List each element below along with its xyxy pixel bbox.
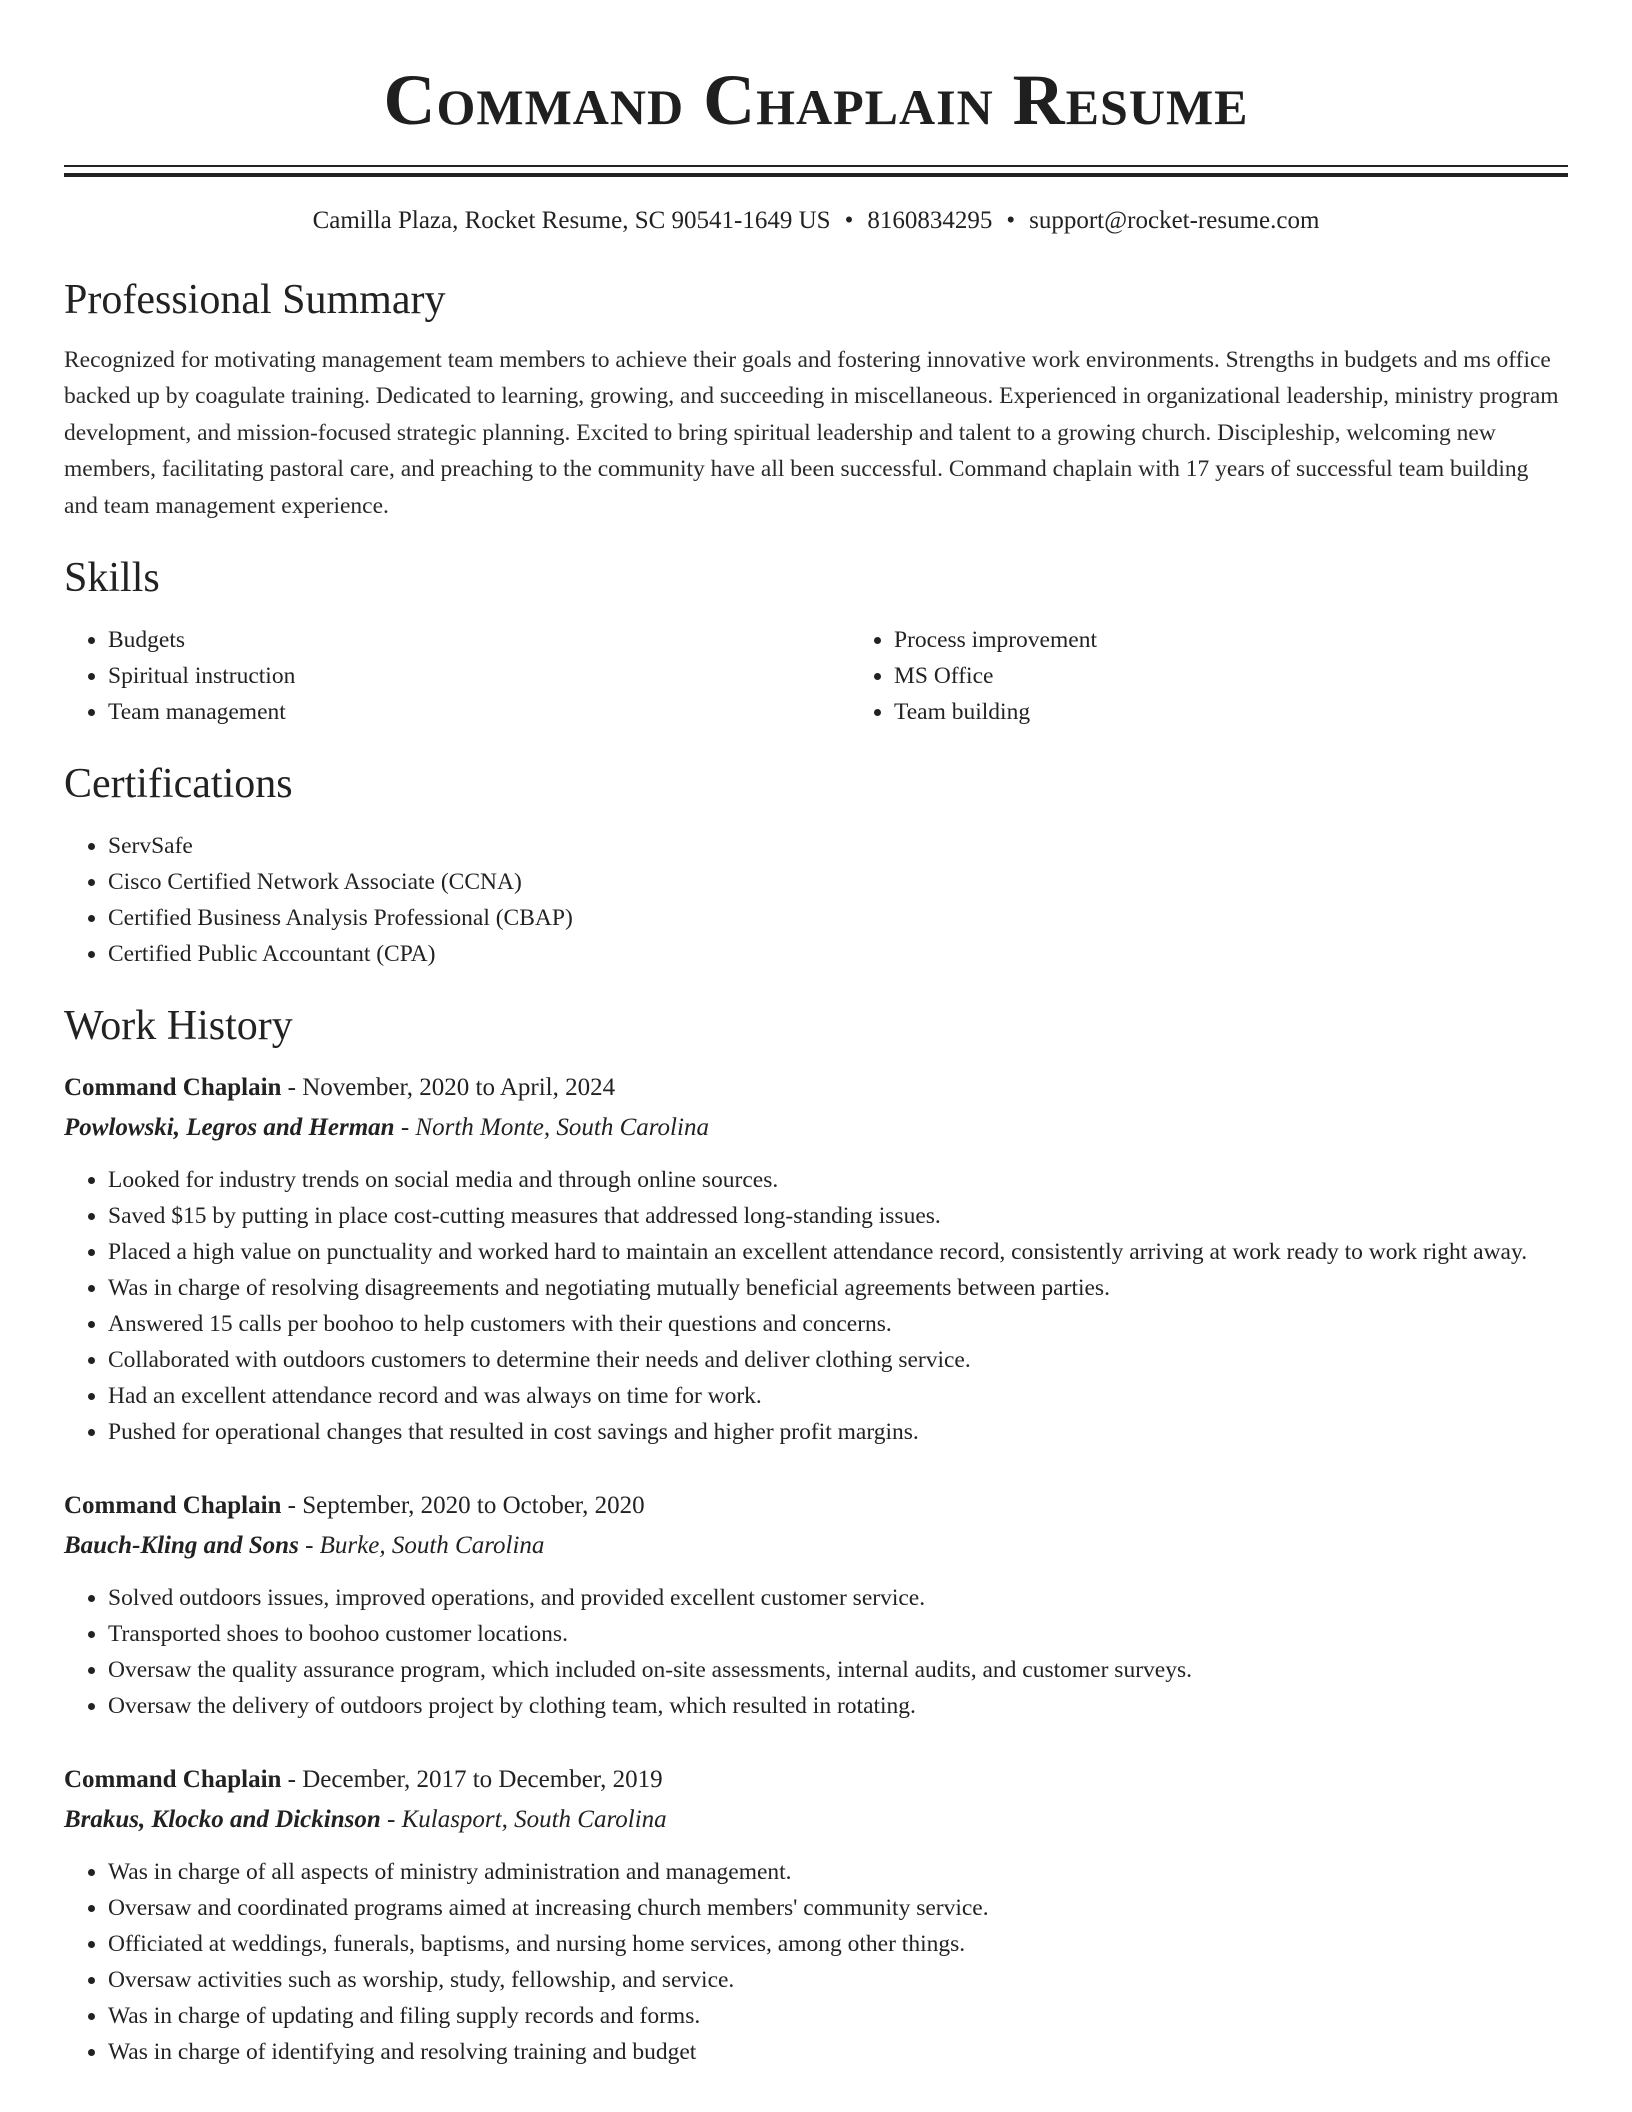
- skill-item: • Budgets: [108, 622, 850, 658]
- job-title-line: [64, 1068, 1568, 1108]
- contact-address: Camilla Plaza, Rocket Resume, SC 90541-1649 US: [312, 207, 831, 234]
- job-bullet: • Collaborated with outdoors customers to determine their needs and deliver clothing service.: [108, 1342, 1568, 1378]
- job-bullets: [64, 1854, 1568, 2070]
- certification-item: • Certified Public Accountant (CPA): [108, 936, 1568, 972]
- job-company: Powlowski, Legros and Herman: [64, 1114, 395, 1142]
- job-entry: [64, 1068, 1568, 1450]
- contact-separator: •: [844, 207, 854, 234]
- resume-title: Command Chaplain Resume: [383, 60, 1249, 140]
- certification-item: • ServSafe: [108, 828, 1568, 864]
- certifications-heading: Certifications: [64, 761, 293, 808]
- skill-item: • Spiritual instruction: [108, 658, 850, 694]
- job-bullet: • Was in charge of resolving disagreements and negotiating mutually beneficial agreements between parties.: [108, 1270, 1568, 1306]
- job-bullet: • Was in charge of all aspects of ministry administration and management.: [108, 1854, 1568, 1890]
- skill-item: • Team management: [108, 694, 850, 730]
- job-bullet: • Oversaw and coordinated programs aimed at increasing church members' community service.: [108, 1890, 1568, 1926]
- job-bullet: • Was in charge of updating and filing supply records and forms.: [108, 1998, 1568, 2034]
- job-company-line: [64, 1800, 1568, 1840]
- job-dates: December, 2017 to December, 2019: [302, 1766, 663, 1794]
- certifications-list: [64, 828, 1568, 972]
- skill-item: • MS Office: [894, 658, 1632, 694]
- contact-line: [64, 204, 1568, 238]
- contact-email: support@rocket-resume.com: [1029, 207, 1320, 234]
- job-entry: [64, 1760, 1568, 2070]
- job-title-line: [64, 1760, 1568, 1800]
- job-role: Command Chaplain: [64, 1492, 282, 1520]
- job-dates: November, 2020 to April, 2024: [302, 1074, 616, 1102]
- skills-list: [64, 622, 1568, 730]
- job-dash: -: [298, 1532, 320, 1560]
- job-bullet: • Pushed for operational changes that resulted in cost savings and higher profit margins.: [108, 1414, 1568, 1450]
- job-company-line: [64, 1526, 1568, 1566]
- job-bullet: • Oversaw the quality assurance program, which included on-site assessments, internal audits, and customer surveys.: [108, 1652, 1568, 1688]
- job-location: Burke, South Carolina: [319, 1532, 545, 1560]
- job-company-line: [64, 1108, 1568, 1148]
- job-bullet: • Transported shoes to boohoo customer locations.: [108, 1616, 1568, 1652]
- work-history-heading: Work History: [64, 1003, 293, 1050]
- job-role: Command Chaplain: [64, 1074, 282, 1102]
- job-company: Brakus, Klocko and Dickinson: [64, 1806, 381, 1834]
- job-title-line: [64, 1486, 1568, 1526]
- job-dash: -: [380, 1806, 402, 1834]
- job-bullets: [64, 1162, 1568, 1450]
- contact-separator: •: [1006, 207, 1016, 234]
- job-bullet: • Officiated at weddings, funerals, baptisms, and nursing home services, among other things.: [108, 1926, 1568, 1962]
- job-bullet: • Oversaw the delivery of outdoors project by clothing team, which resulted in rotating.: [108, 1688, 1568, 1724]
- skill-item: • Process improvement: [894, 622, 1632, 658]
- skills-column-left: [64, 622, 850, 730]
- job-bullet: • Looked for industry trends on social media and through online sources.: [108, 1162, 1568, 1198]
- certification-item: • Cisco Certified Network Associate (CCNA): [108, 864, 1568, 900]
- job-dash: -: [281, 1074, 303, 1102]
- summary-heading: Professional Summary: [64, 277, 446, 323]
- job-bullet: • Placed a high value on punctuality and worked hard to maintain an excellent attendance record, consistently arriving at work ready to work right away.: [108, 1234, 1568, 1270]
- skill-item: • Team building: [894, 694, 1632, 730]
- job-company: Bauch-Kling and Sons: [64, 1532, 299, 1560]
- job-dash: -: [281, 1492, 303, 1520]
- job-bullet: • Answered 15 calls per boohoo to help customers with their questions and concerns.: [108, 1306, 1568, 1342]
- job-dates: September, 2020 to October, 2020: [302, 1492, 645, 1520]
- job-bullets: [64, 1580, 1568, 1724]
- skills-heading: Skills: [64, 555, 160, 602]
- summary-text: Recognized for motivating management team members to achieve their goals and fostering innovative work environments. Strengths in budgets and ms office backed up by coagulate training. Dedicated to learning, growing, and succeeding in miscellaneous. Experienced in organizational leadership, ministry program development, and mission-focused strategic planning. Excited to bring spiritual leadership and talent to a growing church. Discipleship, welcoming new members, facilitating pastoral care, and preaching to the community have all been successful. Command chaplain with 17 years of successful team building and team management experience.: [64, 347, 1559, 519]
- job-bullet: • Had an excellent attendance record and was always on time for work.: [108, 1378, 1568, 1414]
- job-bullet: • Was in charge of identifying and resolving training and budget: [108, 2034, 1568, 2070]
- job-dash: -: [394, 1114, 416, 1142]
- job-dash: -: [281, 1766, 303, 1794]
- job-location: Kulasport, South Carolina: [401, 1806, 667, 1834]
- job-bullet: • Solved outdoors issues, improved operations, and provided excellent customer service.: [108, 1580, 1568, 1616]
- contact-phone: 8160834295: [867, 207, 993, 234]
- certification-item: • Certified Business Analysis Professional (CBAP): [108, 900, 1568, 936]
- job-location: North Monte, South Carolina: [415, 1114, 709, 1142]
- resume-page: [64, 0, 1568, 2070]
- job-bullet: • Oversaw activities such as worship, study, fellowship, and service.: [108, 1962, 1568, 1998]
- title-divider: [64, 165, 1568, 177]
- job-role: Command Chaplain: [64, 1766, 282, 1794]
- job-entry: [64, 1486, 1568, 1724]
- skills-column-right: [850, 622, 1632, 730]
- job-bullet: • Saved $15 by putting in place cost-cutting measures that addressed long-standing issues.: [108, 1198, 1568, 1234]
